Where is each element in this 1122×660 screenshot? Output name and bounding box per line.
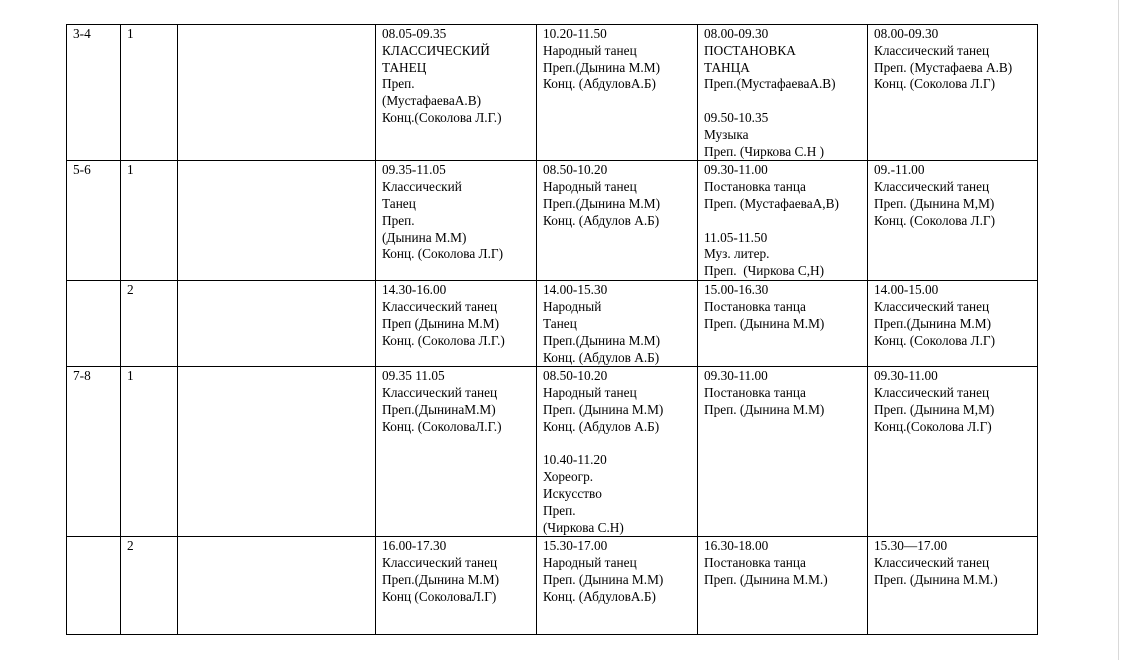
lesson-line: 09.35-11.05 [382, 162, 446, 178]
lesson-line: Конц.(Соколова Л.Г.) [382, 109, 502, 125]
empty-cell [178, 161, 376, 281]
lesson-line: Преп.(МустафаеваА.В) [704, 76, 836, 92]
lesson-line: Постановка танца [704, 385, 806, 401]
subgroup-cell: 2 [121, 281, 178, 367]
lesson-line: Преп. (Чиркова С.Н ) [704, 143, 825, 159]
page-edge [1118, 0, 1119, 660]
lesson-line: 09.30-11.00 [704, 162, 768, 178]
subgroup-cell: 1 [121, 367, 178, 537]
lesson-line: 08.05-09.35 [382, 26, 447, 41]
lesson-line: Конц.(Соколова Л.Г) [874, 418, 992, 434]
lesson-line: Народный танец [543, 42, 637, 58]
lesson-line: 08.50-10.20 [543, 368, 608, 384]
lesson-cell [376, 161, 537, 281]
lesson-line: Конц. (Абдулов А.Б) [543, 349, 660, 365]
lesson-line: 15.30-17.00 [543, 538, 608, 554]
lesson-line: (МустафаеваА.В) [382, 93, 481, 109]
lesson-line: Преп.(Дынина М.М) [543, 332, 660, 348]
subgroup-cell: 1 [121, 25, 178, 161]
schedule-table [66, 24, 1038, 635]
lesson-line: 14.30-16.00 [382, 282, 447, 298]
lesson-line [543, 436, 691, 453]
lesson-line: Конц. (Соколова Л.Г) [874, 332, 996, 348]
lesson-line: 08.50-10.20 [543, 162, 608, 178]
group-cell: 7-8 [67, 367, 121, 537]
lesson-cell [868, 25, 1038, 161]
lesson-line: Классический танец [874, 299, 990, 315]
group-cell [67, 281, 121, 367]
lesson-cell [537, 367, 698, 537]
lesson-line: Преп. [382, 212, 415, 228]
lesson-line: Конц. (СоколоваЛ.Г.) [382, 418, 502, 434]
lesson-line: 14.00-15.30 [543, 282, 608, 298]
lesson-line: Музыка [704, 126, 749, 142]
lesson-line: 09.30-11.00 [704, 368, 768, 384]
lesson-line: Конц. (Соколова Л.Г) [382, 246, 504, 262]
empty-cell [178, 537, 376, 635]
lesson-cell [698, 161, 868, 281]
lesson-line: Постановка танца [704, 179, 806, 195]
lesson-line: Преп. (Дынина М,М) [874, 195, 995, 211]
lesson-line: Конц. (Абдулов А.Б) [543, 418, 660, 434]
lesson-line: 09.-11.00 [874, 162, 925, 178]
lesson-line: Танец [543, 315, 577, 331]
lesson-line: Конц. (АбдуловА.Б) [543, 76, 656, 92]
lesson-line: 08.00-09.30 [874, 26, 939, 41]
table-row [67, 25, 1038, 161]
lesson-line: Преп. (Дынина М.М.) [874, 571, 998, 587]
lesson-cell [537, 537, 698, 635]
lesson-line: 11.05-11.50 [704, 229, 768, 245]
group-cell: 5-6 [67, 161, 121, 281]
group-cell [67, 537, 121, 635]
lesson-cell [698, 25, 868, 161]
lesson-cell [376, 367, 537, 537]
lesson-line: Народный танец [543, 555, 637, 571]
empty-cell [178, 25, 376, 161]
table-row [67, 281, 1038, 367]
lesson-line: Преп. (МустафаеваА,В) [704, 195, 839, 211]
lesson-line: 15.30—17.00 [874, 538, 948, 554]
lesson-line: Танец [382, 195, 416, 211]
lesson-line: Преп. (Мустафаева А.В) [874, 59, 1013, 75]
empty-cell [178, 281, 376, 367]
lesson-line: 08.00-09.30 [704, 26, 769, 41]
lesson-line: Классический танец [874, 42, 990, 58]
lesson-line: ТАНЦА [704, 59, 750, 75]
schedule-body [67, 25, 1038, 635]
lesson-line: (Чиркова С.Н) [543, 519, 624, 535]
lesson-line: 14.00-15.00 [874, 282, 939, 298]
lesson-line: Преп. (Чиркова С,Н) [704, 263, 825, 279]
lesson-line: 09.35 11.05 [382, 368, 445, 384]
lesson-line: Преп.(Дынина М.М) [382, 571, 499, 587]
lesson-line: Хореогр. [543, 469, 594, 485]
lesson-line: Преп. [382, 76, 415, 92]
lesson-line: Классический танец [874, 385, 990, 401]
lesson-line: Конц. (Абдулов А.Б) [543, 212, 660, 228]
lesson-line: Преп. (Дынина М.М) [543, 401, 664, 417]
lesson-cell [868, 537, 1038, 635]
lesson-line: Преп.(Дынина М.М) [874, 315, 991, 331]
lesson-cell [376, 537, 537, 635]
lesson-line: 09.30-11.00 [874, 368, 938, 384]
lesson-line: Классический танец [874, 555, 990, 571]
lesson-line: Преп. (Дынина М.М) [543, 571, 664, 587]
lesson-line: КЛАССИЧЕСКИЙ [382, 42, 490, 58]
lesson-line: Классический танец [874, 179, 990, 195]
lesson-line: (Дынина М.М) [382, 229, 467, 245]
lesson-line: Народный [543, 299, 602, 315]
lesson-line: Конц. (Соколова Л.Г) [874, 76, 996, 92]
table-row [67, 161, 1038, 281]
subgroup-cell: 2 [121, 537, 178, 635]
lesson-cell [376, 281, 537, 367]
table-row [67, 367, 1038, 537]
lesson-line: 09.50-10.35 [704, 109, 769, 125]
lesson-line: Преп.(Дынина М.М) [543, 59, 660, 75]
lesson-line: Конц. (АбдуловА.Б) [543, 588, 656, 604]
lesson-line: Постановка танца [704, 555, 806, 571]
lesson-cell [537, 25, 698, 161]
lesson-line [704, 93, 861, 110]
lesson-cell [698, 281, 868, 367]
lesson-line: Народный танец [543, 385, 637, 401]
lesson-line: Преп. (Дынина М.М) [704, 401, 825, 417]
lesson-line: Классический танец [382, 555, 498, 571]
lesson-cell [537, 281, 698, 367]
lesson-line: Преп. (Дынина М,М) [874, 401, 995, 417]
lesson-line: Преп. (Дынина М.М.) [704, 571, 828, 587]
lesson-line: Классический танец [382, 385, 498, 401]
subgroup-cell: 1 [121, 161, 178, 281]
lesson-line: Народный танец [543, 179, 637, 195]
lesson-line: Преп. [543, 502, 576, 518]
lesson-line: Постановка танца [704, 299, 806, 315]
lesson-cell [537, 161, 698, 281]
lesson-cell [868, 281, 1038, 367]
lesson-line: Конц (СоколоваЛ.Г) [382, 588, 497, 604]
lesson-line: Муз. литер. [704, 246, 770, 262]
lesson-line: Преп. (Дынина М.М) [704, 315, 825, 331]
lesson-line: Искусство [543, 485, 602, 501]
lesson-line: Конц. (Соколова Л.Г) [874, 212, 996, 228]
lesson-line: Классический [382, 179, 462, 195]
lesson-line: 16.30-18.00 [704, 538, 769, 554]
lesson-line: Конц. (Соколова Л.Г.) [382, 332, 505, 348]
lesson-line: 10.40-11.20 [543, 452, 607, 468]
lesson-line: Классический танец [382, 299, 498, 315]
lesson-line: Преп (Дынина М.М) [382, 315, 499, 331]
lesson-cell [868, 161, 1038, 281]
lesson-line [704, 213, 861, 230]
group-cell: 3-4 [67, 25, 121, 161]
lesson-cell [868, 367, 1038, 537]
table-row [67, 537, 1038, 635]
lesson-line: Преп.(ДынинаМ.М) [382, 401, 496, 417]
lesson-line: ТАНЕЦ [382, 59, 427, 75]
lesson-cell [698, 367, 868, 537]
lesson-line: Преп.(Дынина М.М) [543, 195, 660, 211]
lesson-cell [698, 537, 868, 635]
lesson-line: 16.00-17.30 [382, 538, 447, 554]
empty-cell [178, 367, 376, 537]
lesson-line: ПОСТАНОВКА [704, 42, 796, 58]
lesson-cell [376, 25, 537, 161]
lesson-line: 15.00-16.30 [704, 282, 769, 298]
lesson-line: 10.20-11.50 [543, 26, 607, 41]
